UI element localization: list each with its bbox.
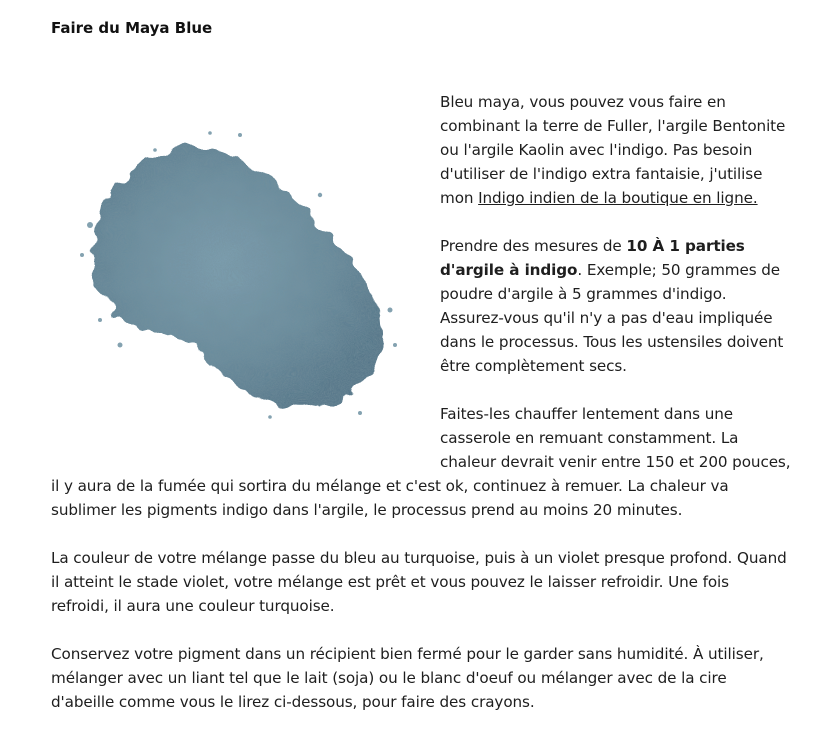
paragraph-heating: Faites-les chauffer lentement dans une casserole en remuant constamment. La chaleur devrait venir entre 150 et 200 pouces, il y aura de la fumée qui sortira du mélange et c'est ok, continuez à remuer. La chaleur va sublimer les pigments indigo dans l'argile, le processus prend au moins 20 minutes. bbox=[51, 405, 791, 519]
paragraph-color: La couleur de votre mélange passe du bleu au turquoise, puis à un violet presque profond. Quand il atteint le stade violet, votre mélange est prêt et vous pouvez le laisser refroidir. Une fois refroidi, il aura une couleur turquoise. bbox=[51, 549, 787, 615]
measures-text-post: . Exemple; 50 grammes de poudre d'argile à 5 grammes d'indigo. Assurez-vous qu'il n'y a pas d'eau impliquée dans le processus. Tous les ustensiles doivent être complètement secs. bbox=[440, 261, 784, 375]
measures-text-pre: Prendre des mesures de bbox=[440, 237, 627, 255]
page-title: Faire du Maya Blue bbox=[51, 19, 213, 37]
indigo-shop-link[interactable]: Indigo indien de la boutique en ligne. bbox=[478, 189, 758, 207]
intro-text: Bleu maya, vous pouvez vous faire en combinant la terre de Fuller, l'argile Bentonite ou l'argile Kaolin avec l'indigo. Pas besoin d'utiliser de l'indigo extra fantaisie, j'utilise mon bbox=[440, 93, 786, 207]
paragraph-storage: Conservez votre pigment dans un récipient bien fermé pour le garder sans humidité. À utiliser, mélanger avec un liant tel que le lait (soja) ou le blanc d'oeuf ou mélanger avec de la cire d'abeille comme vous le lirez ci-dessous, pour faire des crayons. bbox=[51, 645, 764, 711]
ratio-bold-text: 10 À 1 parties d'argile à indigo bbox=[440, 237, 745, 279]
image-float-spacer bbox=[51, 90, 440, 454]
article-body bbox=[51, 90, 791, 738]
